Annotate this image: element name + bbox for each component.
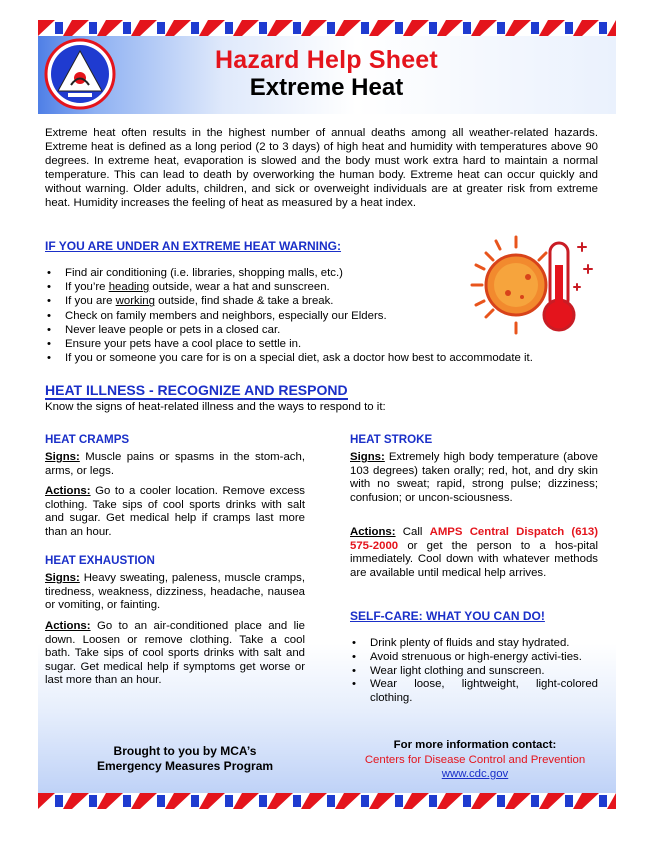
border-red-triangle — [97, 793, 106, 809]
border-red-triangle — [607, 793, 616, 809]
list-item — [350, 651, 598, 665]
border-red-triangle — [344, 20, 361, 36]
border-red-triangle — [140, 20, 157, 36]
border-red-triangle — [548, 20, 565, 36]
list-item-text: Drink plenty of fluids and stay hydrated. — [370, 637, 570, 649]
border-red-triangle — [242, 793, 259, 809]
bullet-icon: • — [352, 637, 356, 649]
list-item-emphasis: heading — [108, 281, 150, 294]
border-red-triangle — [72, 793, 89, 809]
heat-stroke-title: HEAT STROKE — [350, 433, 433, 446]
footer-sponsor — [40, 744, 330, 774]
illness-subheading: Know the signs of heat-related illness and the ways to respond to it: — [45, 401, 386, 413]
border-red-triangle — [72, 20, 89, 36]
list-item — [350, 637, 598, 651]
border-blue-block — [565, 795, 573, 807]
contact-link[interactable]: www.cdc.gov — [441, 768, 509, 780]
border-red-triangle — [403, 793, 412, 809]
border-blue-block — [395, 22, 403, 34]
list-item — [45, 337, 605, 351]
border-red-triangle — [276, 20, 293, 36]
bullet-icon: • — [47, 338, 51, 351]
border-red-triangle — [233, 20, 242, 36]
page-subtitle: Extreme Heat — [249, 74, 404, 101]
border-red-triangle — [514, 20, 531, 36]
border-red-triangle — [106, 20, 123, 36]
border-red-triangle — [301, 793, 310, 809]
border-red-triangle — [276, 793, 293, 809]
border-red-triangle — [480, 793, 497, 809]
border-red-triangle — [208, 20, 225, 36]
border-red-triangle — [242, 20, 259, 36]
signs-text: Heavy sweating, paleness, muscle cramps, tiredness, weakness, dizziness, headache, nausea or vomiting, or fainting. — [45, 572, 305, 612]
border-blue-block — [395, 795, 403, 807]
contact-organization: Centers for Disease Control and Prevention — [364, 753, 586, 766]
border-blue-block — [361, 795, 369, 807]
border-blue-block — [531, 795, 539, 807]
border-red-triangle — [63, 20, 72, 36]
heat-cramps-signs — [45, 451, 305, 478]
border-red-triangle — [38, 793, 55, 809]
illness-heading: HEAT ILLNESS - RECOGNIZE AND RESPOND — [45, 382, 348, 398]
dispatch-contact: AMPS Central Dispatch (613) 575-2000 — [350, 526, 599, 552]
actions-label: Actions: — [45, 620, 91, 632]
border-red-triangle — [582, 20, 599, 36]
border-red-triangle — [471, 20, 480, 36]
border-red-triangle — [165, 793, 174, 809]
border-red-triangle — [301, 20, 310, 36]
border-red-triangle — [63, 793, 72, 809]
border-red-triangle — [573, 793, 582, 809]
bullet-icon: • — [47, 309, 51, 322]
border-blue-block — [565, 22, 573, 34]
warning-heading: IF YOU ARE UNDER AN EXTREME HEAT WARNING: — [45, 239, 342, 253]
border-red-triangle — [233, 793, 242, 809]
border-red-triangle — [208, 793, 225, 809]
actions-label: Actions: — [45, 485, 91, 497]
list-item-text: Ensure your pets have a cool place to settle in. — [65, 338, 302, 351]
border-red-triangle — [446, 20, 463, 36]
border-blue-block — [123, 22, 131, 34]
border-blue-block — [429, 795, 437, 807]
heat-stroke-signs — [350, 451, 598, 505]
border-red-triangle — [369, 793, 378, 809]
list-item-text: outside, wear a hat and sunscreen. — [149, 281, 330, 294]
border-blue-block — [293, 22, 301, 34]
border-red-triangle — [539, 793, 548, 809]
list-item-text: Wear light clothing and sunscreen. — [370, 664, 545, 677]
list-item-text: If you or someone you care for is on a special diet, ask a doctor how best to accommodate it. — [65, 352, 533, 365]
selfcare-heading: SELF-CARE: WHAT YOU CAN DO! — [350, 609, 545, 623]
footer-sponsor-line1: Brought to you by MCA’s — [113, 744, 257, 758]
bullet-icon: • — [352, 664, 356, 677]
border-red-triangle — [412, 793, 429, 809]
border-red-triangle — [369, 20, 378, 36]
signs-label: Signs: — [45, 572, 80, 584]
border-blue-block — [157, 22, 165, 34]
actions-text: Go to a cooler location. Remove excess clothing. Take sips of cool sports drinks with salt and sugar. Get medical help if cramps last more than an hour. — [45, 485, 305, 538]
border-red-triangle — [38, 20, 55, 36]
heat-exhaustion-title: HEAT EXHAUSTION — [45, 554, 155, 567]
border-red-triangle — [446, 793, 463, 809]
signs-text: Extremely high body temperature (above 103 degrees) taken orally; red, hot, and dry skin with no sweat; rapid, strong pulse; dizziness; confusion; or uncon-sciousness. — [350, 451, 598, 504]
border-red-triangle — [344, 793, 361, 809]
list-item — [350, 665, 598, 679]
border-red-triangle — [548, 793, 565, 809]
list-item-text: Avoid strenuous or high-energy activi-ties. — [370, 650, 582, 663]
border-blue-block — [531, 22, 539, 34]
border-blue-block — [89, 795, 97, 807]
border-red-triangle — [505, 793, 514, 809]
border-red-triangle — [471, 793, 480, 809]
list-item-text: Check on family members and neighbors, especially our Elders. — [65, 309, 387, 322]
list-item-text: If you are — [65, 295, 116, 308]
border-blue-block — [497, 22, 505, 34]
list-item-text: outside, find shade & take a break. — [154, 295, 334, 308]
actions-text: Call — [395, 526, 430, 538]
border-blue-block — [89, 22, 97, 34]
border-red-triangle — [480, 20, 497, 36]
actions-text: or get the person to a hos-pital immediately. Cool down with whatever methods are available until medical help arrives. — [350, 539, 598, 579]
border-blue-block — [55, 795, 63, 807]
bottom-border-pattern — [38, 793, 616, 809]
border-red-triangle — [131, 793, 140, 809]
bullet-icon: • — [47, 281, 51, 294]
bullet-icon: • — [352, 678, 356, 691]
signs-label: Signs: — [350, 451, 385, 463]
list-item-text: Find air conditioning (i.e. libraries, shopping malls, etc.) — [65, 267, 343, 279]
border-red-triangle — [131, 20, 140, 36]
border-blue-block — [157, 795, 165, 807]
list-item-text: Wear loose, lightweight, light-colored clothing. — [370, 678, 598, 705]
heat-stroke-actions — [350, 526, 598, 580]
border-blue-block — [463, 795, 471, 807]
border-red-triangle — [505, 20, 514, 36]
border-red-triangle — [165, 20, 174, 36]
border-red-triangle — [514, 793, 531, 809]
border-blue-block — [463, 22, 471, 34]
border-blue-block — [259, 795, 267, 807]
border-red-triangle — [267, 20, 276, 36]
heat-exhaustion-actions — [45, 620, 305, 688]
border-blue-block — [327, 22, 335, 34]
bullet-icon: • — [47, 352, 51, 365]
heat-cramps-title: HEAT CRAMPS — [45, 433, 130, 446]
border-red-triangle — [378, 793, 395, 809]
border-red-triangle — [335, 793, 344, 809]
bullet-icon: • — [47, 267, 51, 279]
border-red-triangle — [140, 793, 157, 809]
signs-label: Signs: — [45, 451, 80, 463]
border-red-triangle — [335, 20, 344, 36]
border-blue-block — [327, 795, 335, 807]
list-item-emphasis: working — [115, 295, 155, 308]
border-red-triangle — [573, 20, 582, 36]
bullet-icon: • — [47, 295, 51, 308]
actions-label: Actions: — [350, 526, 396, 538]
border-red-triangle — [310, 20, 327, 36]
list-item-text: Never leave people or pets in a closed car. — [65, 323, 281, 336]
border-blue-block — [123, 795, 131, 807]
border-red-triangle — [582, 793, 599, 809]
border-red-triangle — [267, 793, 276, 809]
border-blue-block — [497, 795, 505, 807]
border-blue-block — [191, 795, 199, 807]
border-red-triangle — [174, 793, 191, 809]
sun-thermometer-illustration — [470, 229, 602, 339]
border-blue-block — [225, 22, 233, 34]
signs-text: Muscle pains or spasms in the stom-ach, arms, or legs. — [45, 451, 305, 477]
border-blue-block — [429, 22, 437, 34]
border-blue-block — [55, 22, 63, 34]
contact-title: For more information contact: — [393, 739, 557, 751]
border-red-triangle — [437, 793, 446, 809]
border-red-triangle — [310, 793, 327, 809]
bullet-icon: • — [47, 323, 51, 336]
border-blue-block — [225, 795, 233, 807]
border-red-triangle — [106, 793, 123, 809]
border-blue-block — [599, 22, 607, 34]
intro-paragraph: Extreme heat often results in the highest number of annual deaths among all weather-related hazards. Extreme heat is defined as a long period (2 to 3 days) of high heat and humidity with temperatures above 90 degrees. In extreme heat, evaporation is slowed and the body must work extra hard to maintain a normal temperature. This can lead to death by overworking the human body. Extreme heat can occur quickly and without warning. Older adults, children, and sick or overweight individuals are at greater risk from extreme heat. Humidity increases the feeling of heat as measured by a heat index. — [45, 127, 598, 209]
list-item — [350, 678, 598, 706]
border-red-triangle — [199, 793, 208, 809]
border-blue-block — [599, 795, 607, 807]
border-blue-block — [361, 22, 369, 34]
list-item — [45, 351, 605, 365]
border-red-triangle — [403, 20, 412, 36]
border-red-triangle — [607, 20, 616, 36]
border-red-triangle — [199, 20, 208, 36]
list-item-text: If you’re — [65, 281, 109, 294]
border-blue-block — [293, 795, 301, 807]
border-red-triangle — [539, 20, 548, 36]
border-red-triangle — [437, 20, 446, 36]
border-red-triangle — [97, 20, 106, 36]
bullet-icon: • — [352, 650, 356, 663]
footer-contact — [345, 738, 605, 782]
border-red-triangle — [412, 20, 429, 36]
page-title: Hazard Help Sheet — [215, 46, 438, 74]
border-blue-block — [259, 22, 267, 34]
selfcare-list — [350, 637, 598, 706]
footer-sponsor-line2: Emergency Measures Program — [96, 759, 274, 773]
actions-text: Go to an air-conditioned place and lie down. Loosen or remove clothing. Take a cool bath. Take sips of cool sports drinks with salt and sugar. Get medical help if symptoms get worse or last more than an hour. — [45, 620, 305, 687]
heat-exhaustion-signs — [45, 572, 305, 613]
top-border-pattern — [38, 20, 616, 36]
border-red-triangle — [174, 20, 191, 36]
border-red-triangle — [378, 20, 395, 36]
heat-cramps-actions — [45, 485, 305, 539]
border-blue-block — [191, 22, 199, 34]
